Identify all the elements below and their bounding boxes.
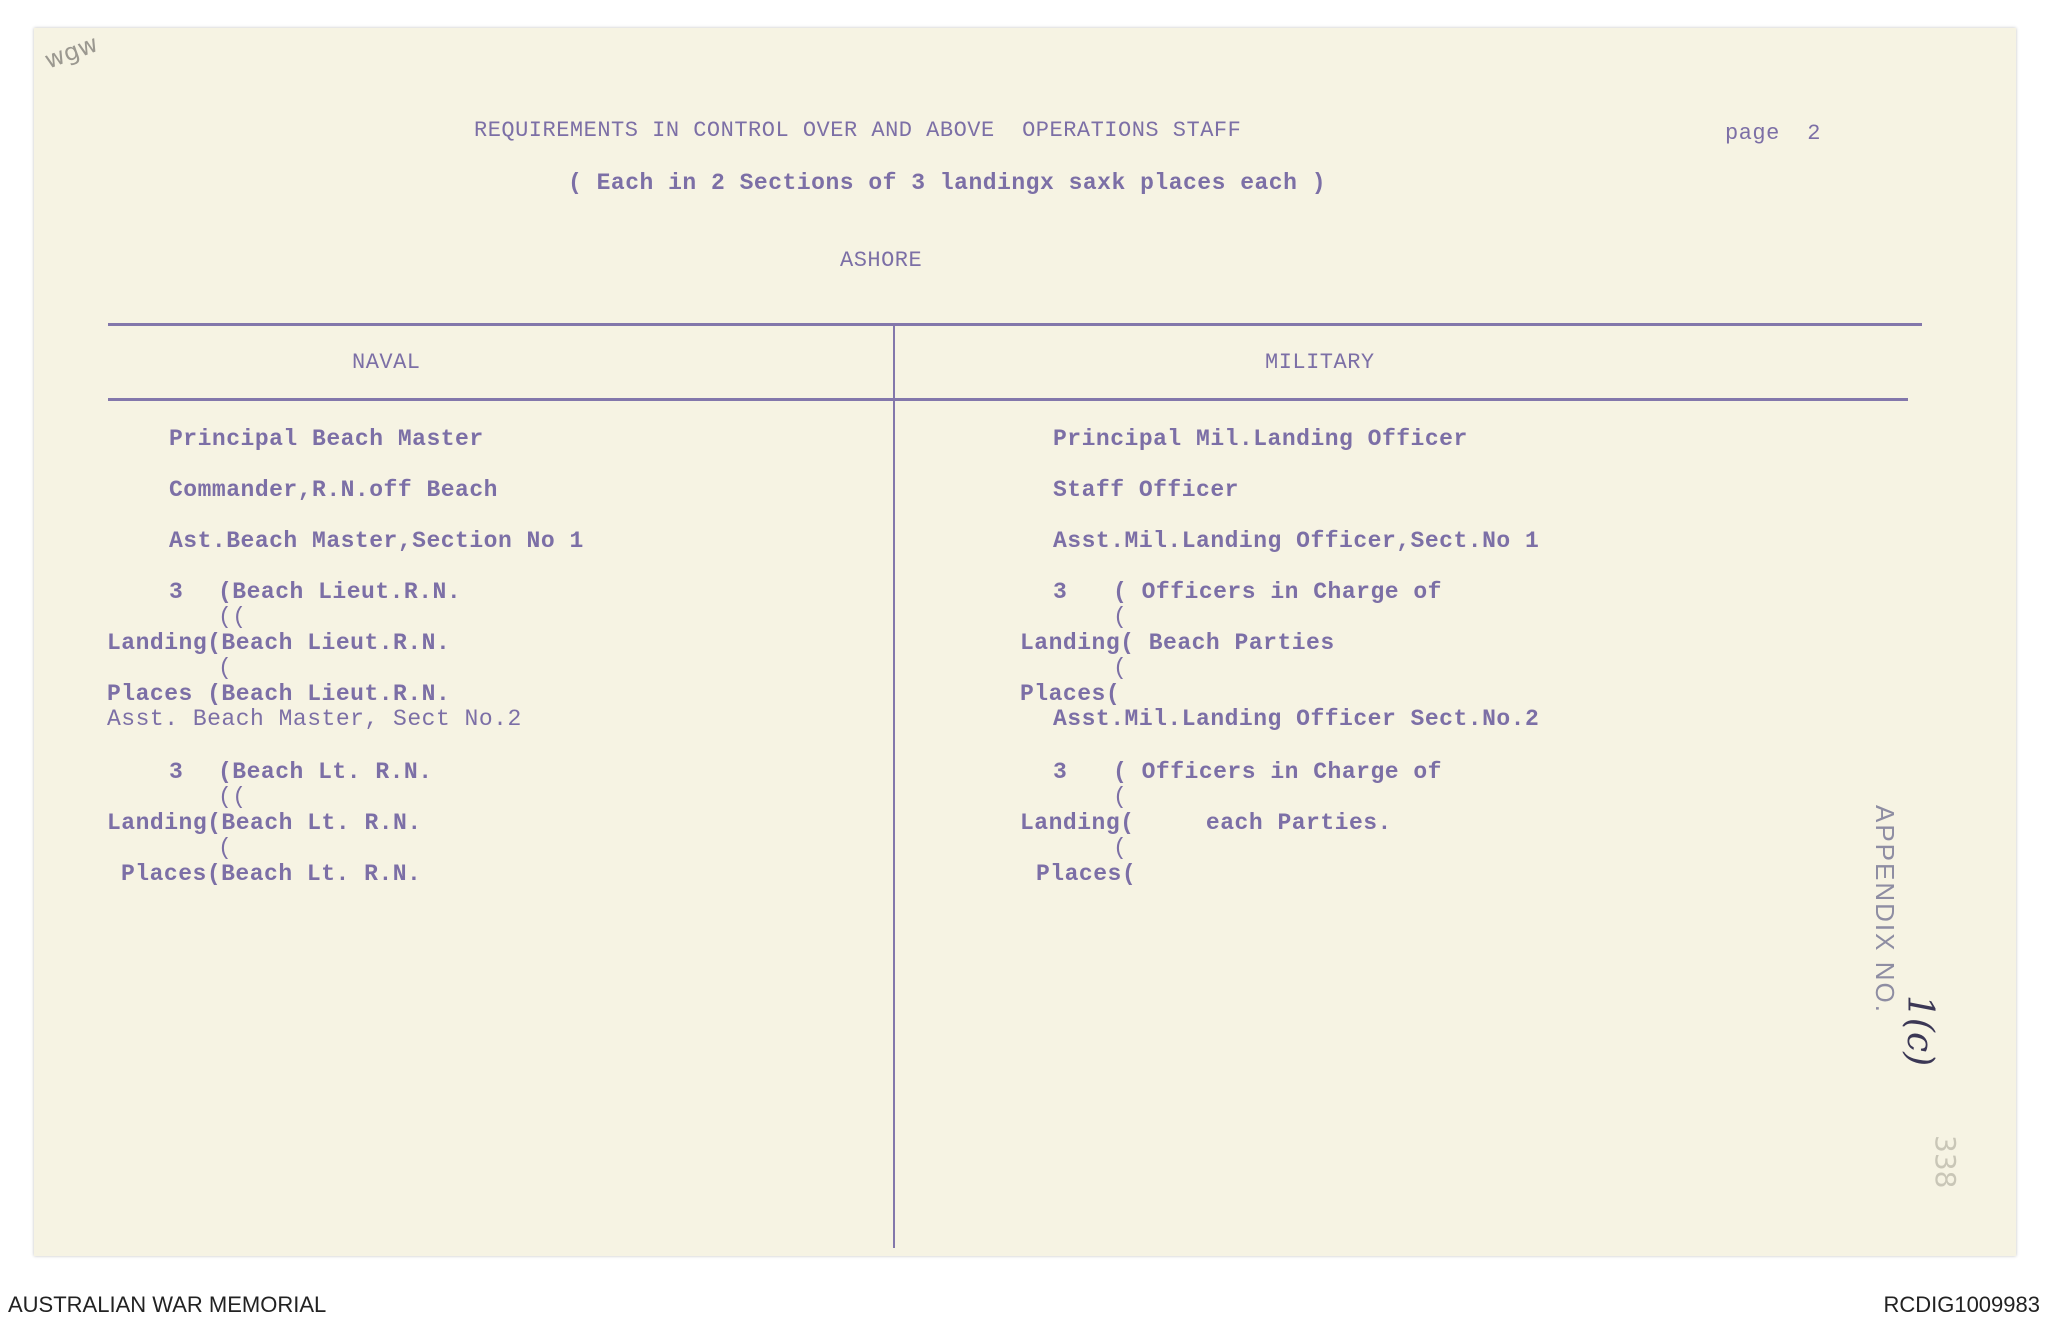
military-group2-bracket: ( [1113, 835, 1128, 861]
naval-group1-number: 3 [169, 579, 184, 605]
naval-group2-number: 3 [169, 759, 184, 785]
military-line-section1: Asst.Mil.Landing Officer,Sect.No 1 [1053, 528, 1540, 554]
corner-initials: wgw [40, 29, 102, 75]
document-subtitle: ( Each in 2 Sections of 3 landingx saxk places each ) [568, 170, 1327, 196]
naval-group1-bracket: ( [218, 655, 233, 681]
top-rule [108, 323, 1922, 326]
footer-record-id: RCDIG1009983 [1883, 1292, 2040, 1317]
appendix-number-handwritten: 1(c) [1899, 995, 1940, 1067]
military-group1-row: Places( [1020, 681, 1121, 707]
naval-group2-bracket: (( [218, 784, 247, 810]
appendix-stamp: APPENDIX NO. [1870, 805, 1900, 1014]
folio-number: 338 [1929, 1135, 1962, 1189]
military-group1-row: ( Officers in Charge of [1113, 579, 1442, 605]
naval-line-commander: Commander,R.N.off Beach [169, 477, 498, 503]
military-group2-bracket: ( [1113, 784, 1128, 810]
naval-group2-row: (Beach Lt. R.N. [218, 759, 433, 785]
military-line-staff: Staff Officer [1053, 477, 1239, 503]
naval-group1-row: Places (Beach Lieut.R.N. [107, 681, 451, 707]
military-group2-row: Places( [1036, 861, 1137, 887]
naval-line-section2: Asst. Beach Master, Sect No.2 [107, 706, 522, 732]
naval-header: NAVAL [352, 350, 421, 375]
document-title: REQUIREMENTS IN CONTROL OVER AND ABOVE OPERATIONS STAFF [474, 118, 1242, 143]
naval-group2-row: Places(Beach Lt. R.N. [121, 861, 422, 887]
page-number: page 2 [1725, 121, 1821, 146]
military-group2-row: Landing( each Parties. [1020, 810, 1392, 836]
header-rule [108, 398, 1908, 401]
naval-group2-row: Landing(Beach Lt. R.N. [107, 810, 422, 836]
military-group1-bracket: ( [1113, 604, 1128, 630]
military-line-section2: Asst.Mil.Landing Officer Sect.No.2 [1053, 706, 1540, 732]
naval-line-section1: Ast.Beach Master,Section No 1 [169, 528, 584, 554]
military-group2-number: 3 [1053, 759, 1068, 785]
military-group2-row: ( Officers in Charge of [1113, 759, 1442, 785]
naval-group1-row: (Beach Lieut.R.N. [218, 579, 462, 605]
column-divider [893, 326, 895, 1248]
naval-group1-bracket: (( [218, 604, 247, 630]
section-heading: ASHORE [840, 248, 923, 273]
naval-group1-row: Landing(Beach Lieut.R.N. [107, 630, 451, 656]
footer-source: AUSTRALIAN WAR MEMORIAL [8, 1292, 327, 1317]
military-line-principal: Principal Mil.Landing Officer [1053, 426, 1468, 452]
military-header: MILITARY [1265, 350, 1375, 375]
military-group1-bracket: ( [1113, 655, 1128, 681]
naval-line-principal: Principal Beach Master [169, 426, 484, 452]
naval-group2-bracket: ( [218, 835, 233, 861]
military-group1-number: 3 [1053, 579, 1068, 605]
military-group1-row: Landing( Beach Parties [1020, 630, 1335, 656]
